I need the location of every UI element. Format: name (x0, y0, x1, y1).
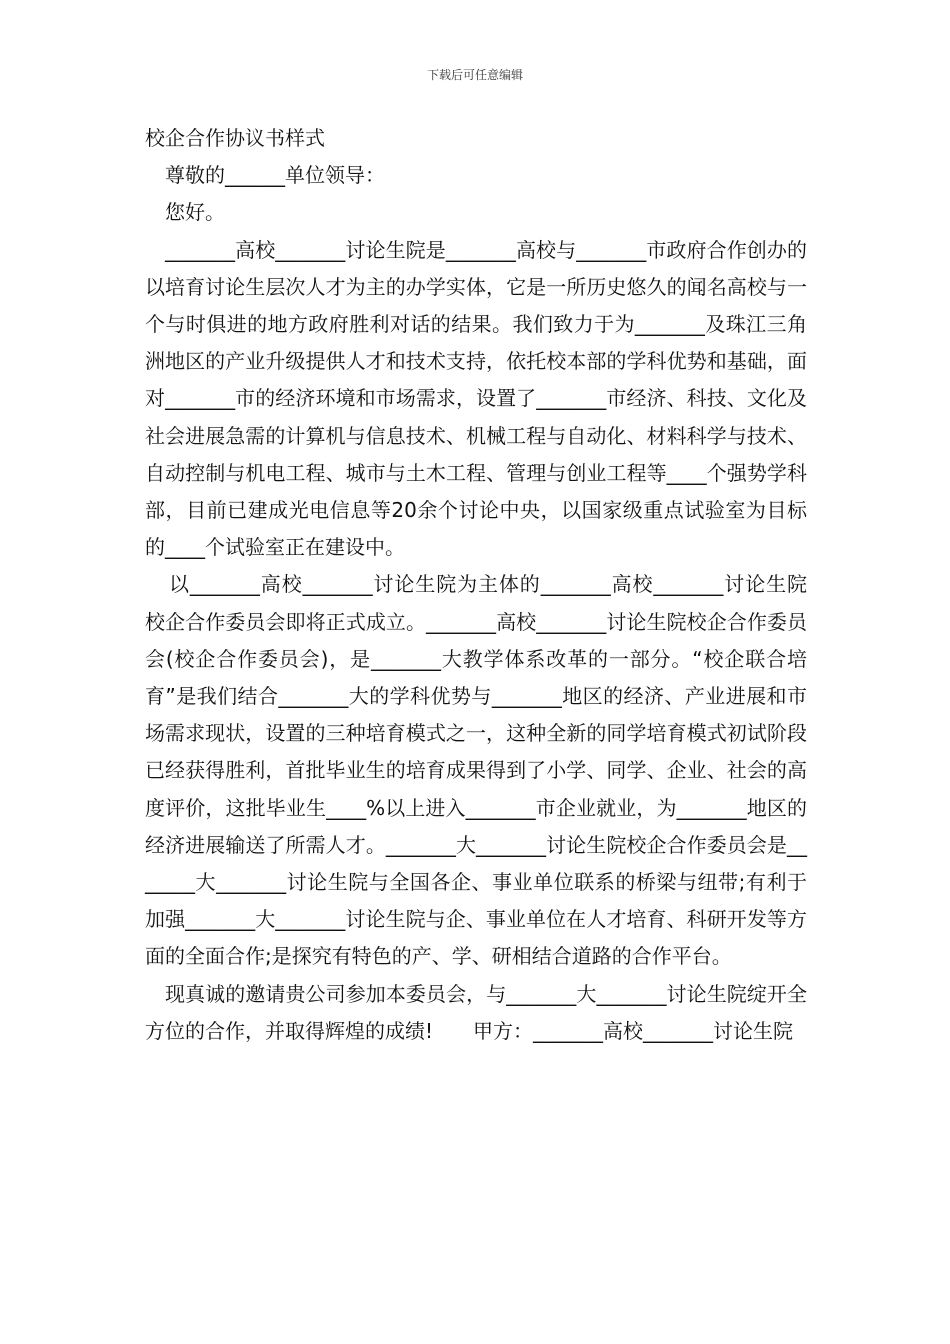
page-header: 下载后可任意编辑 (426, 68, 523, 82)
greeting: 您好。 (165, 200, 225, 225)
paragraph-invitation: 现真诚的邀请贵公司参加本委员会，与_______大_______讨论生院绽开全方位的合作，并取得辉煌的成绩! 甲方：_______高校_______讨论生院 (145, 981, 807, 1043)
salutation: 尊敬的______单位领导： (165, 163, 385, 188)
document-body (145, 120, 807, 1050)
document-title: 校企合作协议书样式 (145, 126, 325, 150)
paragraph-intro: _______高校_______讨论生院是_______高校与_______市政府合作创办的以培育讨论生层次人才为主的办学实体，它是一所历史悠久的闻名高校与一个与时俱进的地方政府胜利对话的结果。我们致力于为_______及珠江三角洲地区的产业升级提供人才和技术支持，依托校本部的学科优势和基础，面对_______市的经济环境和市场需求，设置了_______市经济、科技、文化及社会进展急需的计算机与信息技术、机械工程与自动化、材料科学与技术、自动控制与机电工程、城市与土木工程、管理与创业工程等____个强势学科部，目前已建成光电信息等20余个讨论中央，以国家级重点试验室为目标的____个试验室正在建设中。 (145, 237, 807, 560)
paragraph-committee: 以_______高校_______讨论生院为主体的_______高校_______讨论生院校企合作委员会即将正式成立。_______高校_______讨论生院校企合作委员会(校企合作委员会)，是_______大教学体系改革的一部分。“校企联合培育”是我们结合_______大的学科优势与_______地区的经济、产业进展和市场需求现状，设置的三种培育模式之一，这种全新的同学培育模式初试阶段已经获得胜利，首批毕业生的培育成果得到了小学、同学、企业、社会的高度评价，这批毕业生____%以上进入_______市企业就业，为_______地区的经济进展输送了所需人才。_______大_______讨论生院校企合作委员会是_______大_______讨论生院与全国各企、事业单位联系的桥梁与纽带;有利于加强_______大_______讨论生院与企、事业单位在人才培育、科研开发等方面的全面合作;是探究有特色的产、学、研相结合道路的合作平台。 (145, 572, 807, 969)
